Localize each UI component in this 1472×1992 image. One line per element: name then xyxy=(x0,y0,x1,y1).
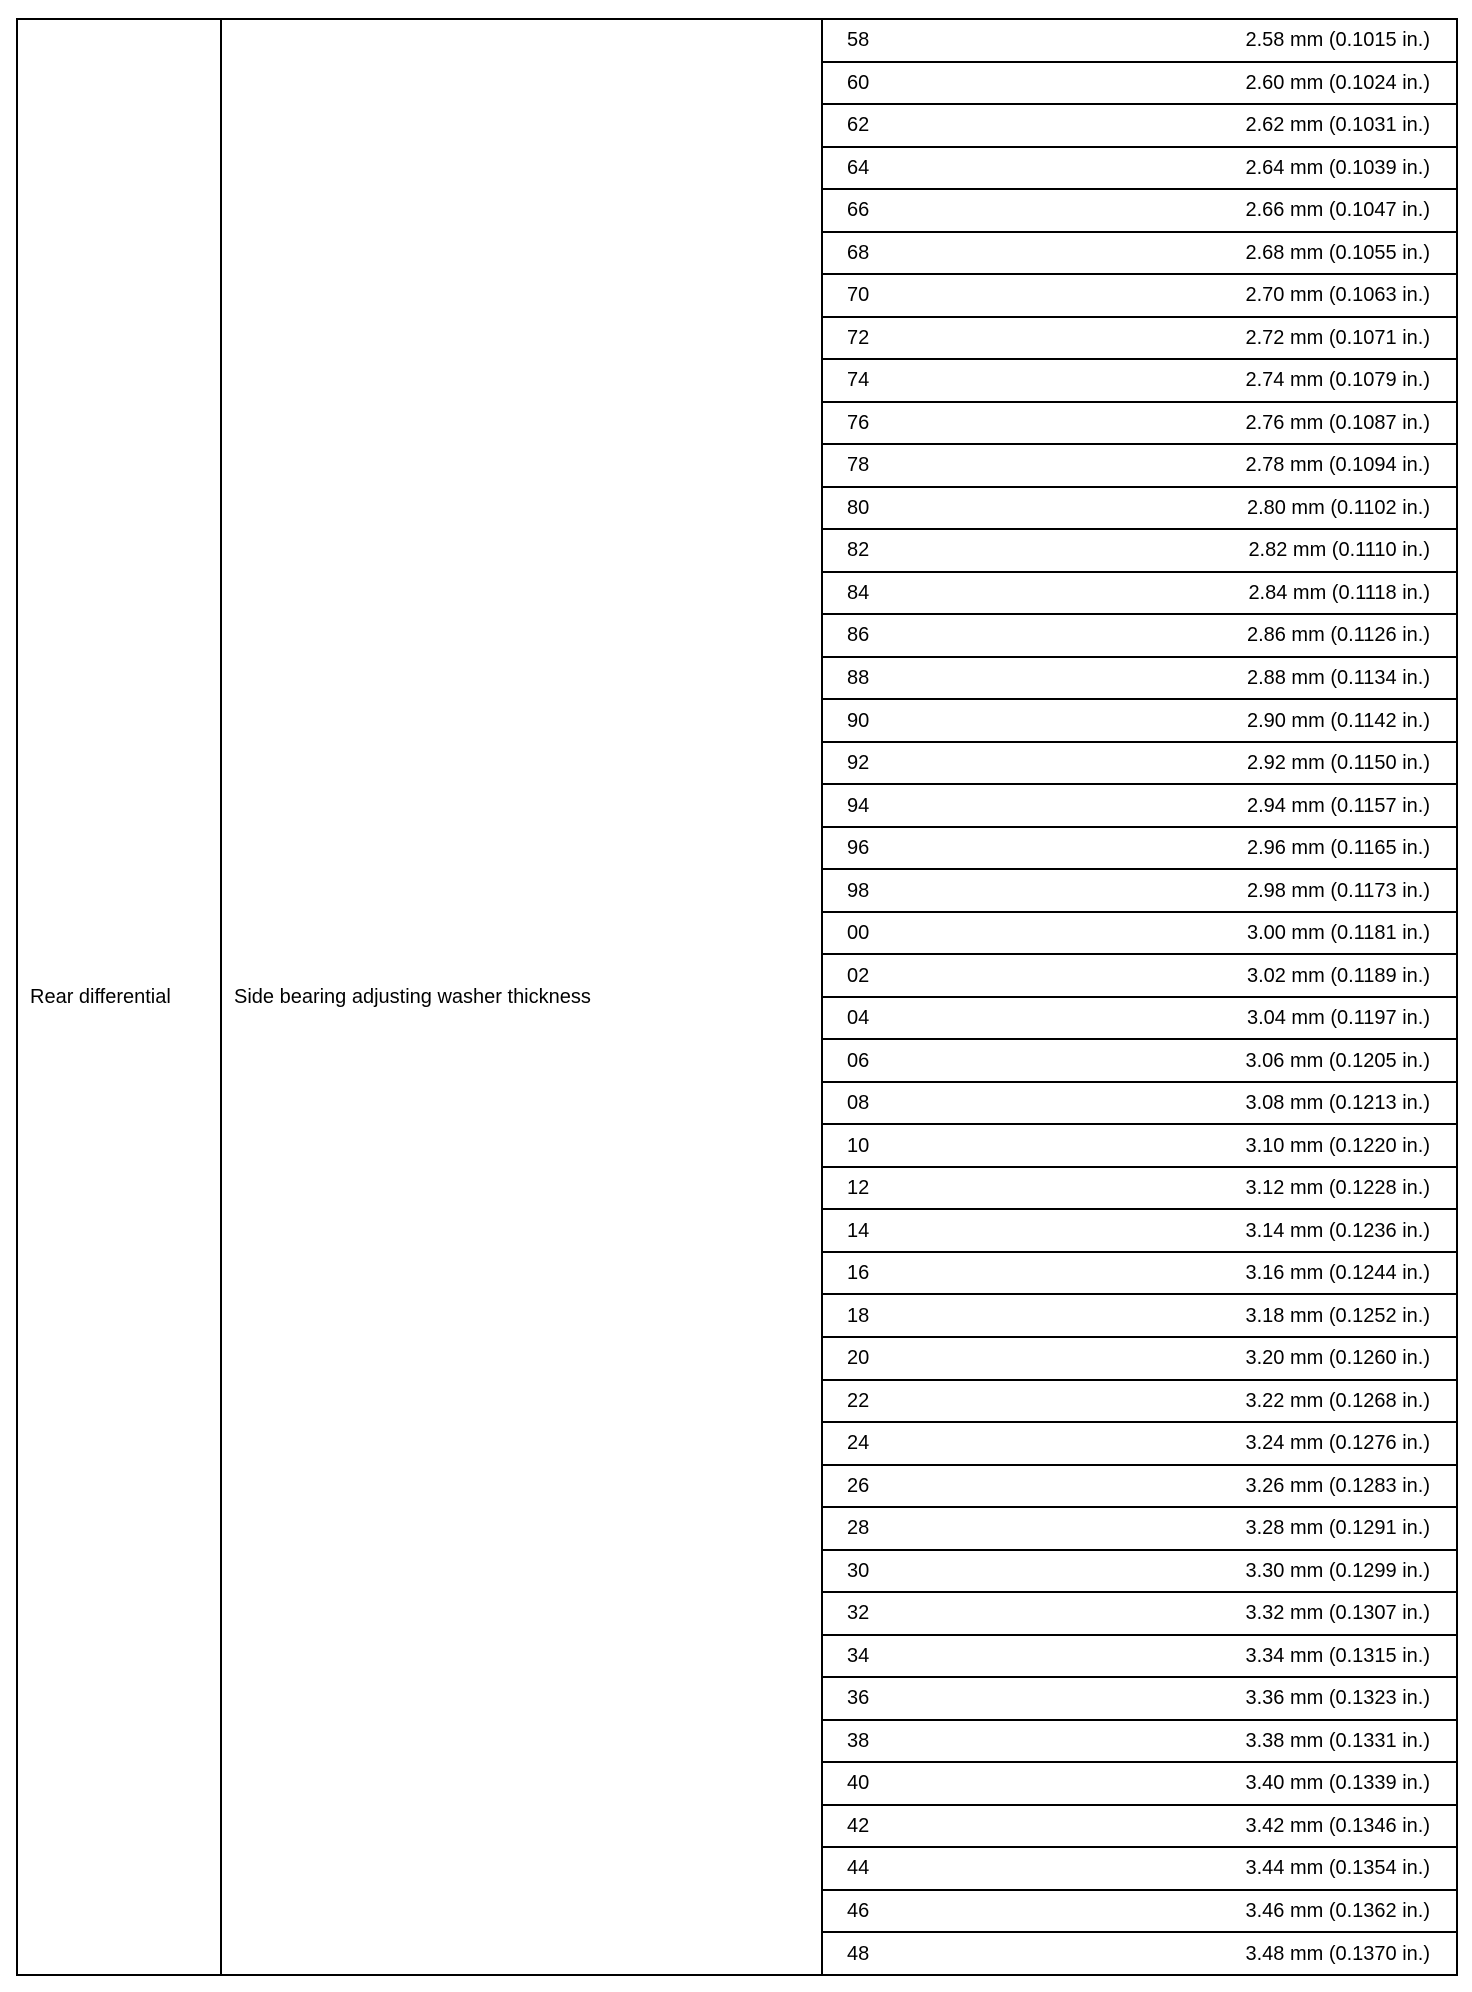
washer-thickness: 2.78 mm (0.1094 in.) xyxy=(1245,454,1430,477)
washer-code: 08 xyxy=(847,1092,870,1115)
washer-thickness: 3.46 mm (0.1362 in.) xyxy=(1245,1899,1430,1922)
washer-thickness: 2.82 mm (0.1110 in.) xyxy=(1248,539,1430,562)
washer-value-cell xyxy=(822,869,1457,912)
washer-code: 90 xyxy=(847,709,870,732)
washer-value-cell xyxy=(822,19,1457,62)
washer-code: 36 xyxy=(847,1687,870,1710)
washer-thickness: 3.34 mm (0.1315 in.) xyxy=(1245,1644,1430,1667)
washer-thickness: 2.80 mm (0.1102 in.) xyxy=(1246,496,1430,519)
washer-code: 06 xyxy=(847,1049,870,1072)
washer-code: 18 xyxy=(847,1304,870,1327)
washer-value-cell xyxy=(822,1294,1457,1337)
washer-value-cell xyxy=(822,274,1457,317)
washer-value-cell xyxy=(822,1422,1457,1465)
washer-code: 78 xyxy=(847,454,870,477)
washer-code: 20 xyxy=(847,1347,870,1370)
washer-code: 84 xyxy=(847,581,870,604)
washer-code: 58 xyxy=(847,29,870,52)
washer-thickness: 2.94 mm (0.1157 in.) xyxy=(1246,794,1430,817)
washer-value-cell xyxy=(822,742,1457,785)
washer-code: 16 xyxy=(847,1262,870,1285)
washer-value-cell xyxy=(822,487,1457,530)
washer-thickness: 3.44 mm (0.1354 in.) xyxy=(1245,1857,1430,1880)
washer-value-cell xyxy=(822,614,1457,657)
washer-thickness: 3.36 mm (0.1323 in.) xyxy=(1245,1687,1430,1710)
washer-code: 98 xyxy=(847,879,870,902)
washer-code: 80 xyxy=(847,496,870,519)
table-body xyxy=(17,19,1457,1975)
washer-value-cell xyxy=(822,1507,1457,1550)
washer-thickness: 2.66 mm (0.1047 in.) xyxy=(1245,199,1430,222)
washer-code: 88 xyxy=(847,666,870,689)
washer-code: 22 xyxy=(847,1389,870,1412)
washer-value-cell xyxy=(822,1592,1457,1635)
washer-value-cell xyxy=(822,1847,1457,1890)
washer-value-cell xyxy=(822,444,1457,487)
washer-thickness: 3.24 mm (0.1276 in.) xyxy=(1245,1432,1430,1455)
washer-value-cell xyxy=(822,1337,1457,1380)
washer-code: 92 xyxy=(847,752,870,775)
washer-thickness: 2.64 mm (0.1039 in.) xyxy=(1245,156,1430,179)
washer-code: 72 xyxy=(847,326,870,349)
washer-code: 12 xyxy=(847,1177,870,1200)
washer-code: 60 xyxy=(847,71,870,94)
washer-thickness: 2.58 mm (0.1015 in.) xyxy=(1245,29,1430,52)
washer-value-cell xyxy=(822,232,1457,275)
washer-value-cell xyxy=(822,1720,1457,1763)
washer-code: 38 xyxy=(847,1729,870,1752)
washer-value-cell xyxy=(822,317,1457,360)
washer-value-cell xyxy=(822,1762,1457,1805)
washer-value-cell xyxy=(822,954,1457,997)
washer-value-cell xyxy=(822,1465,1457,1508)
washer-thickness: 2.86 mm (0.1126 in.) xyxy=(1246,624,1430,647)
washer-value-cell xyxy=(822,147,1457,190)
washer-thickness: 2.98 mm (0.1173 in.) xyxy=(1246,879,1430,902)
washer-thickness: 3.02 mm (0.1189 in.) xyxy=(1246,964,1430,987)
washer-code: 82 xyxy=(847,539,870,562)
washer-thickness: 3.12 mm (0.1228 in.) xyxy=(1245,1177,1430,1200)
washer-thickness: 2.96 mm (0.1165 in.) xyxy=(1246,837,1430,860)
washer-value-cell xyxy=(822,572,1457,615)
washer-value-cell xyxy=(822,529,1457,572)
washer-code: 24 xyxy=(847,1432,870,1455)
washer-code: 86 xyxy=(847,624,870,647)
washer-value-cell xyxy=(822,62,1457,105)
washer-value-cell xyxy=(822,1252,1457,1295)
washer-code: 64 xyxy=(847,156,870,179)
washer-thickness: 3.38 mm (0.1331 in.) xyxy=(1245,1729,1430,1752)
washer-value-cell xyxy=(822,1039,1457,1082)
washer-thickness: 3.14 mm (0.1236 in.) xyxy=(1245,1219,1430,1242)
washer-thickness: 3.10 mm (0.1220 in.) xyxy=(1245,1134,1430,1157)
washer-thickness-table xyxy=(16,18,1458,1976)
washer-value-cell xyxy=(822,1167,1457,1210)
washer-thickness: 2.90 mm (0.1142 in.) xyxy=(1246,709,1430,732)
washer-value-cell xyxy=(822,1550,1457,1593)
washer-code: 40 xyxy=(847,1772,870,1795)
washer-code: 46 xyxy=(847,1899,870,1922)
washer-code: 42 xyxy=(847,1814,870,1837)
washer-code: 94 xyxy=(847,794,870,817)
washer-thickness: 3.16 mm (0.1244 in.) xyxy=(1245,1262,1430,1285)
washer-thickness: 3.00 mm (0.1181 in.) xyxy=(1246,922,1430,945)
washer-value-cell xyxy=(822,189,1457,232)
washer-value-cell xyxy=(822,1380,1457,1423)
washer-code: 62 xyxy=(847,114,870,137)
washer-thickness: 2.62 mm (0.1031 in.) xyxy=(1245,114,1430,137)
washer-value-cell xyxy=(822,827,1457,870)
washer-code: 96 xyxy=(847,837,870,860)
washer-code: 70 xyxy=(847,284,870,307)
washer-thickness: 3.30 mm (0.1299 in.) xyxy=(1245,1559,1430,1582)
washer-thickness: 3.28 mm (0.1291 in.) xyxy=(1245,1517,1430,1540)
washer-value-cell xyxy=(822,104,1457,147)
washer-value-cell xyxy=(822,997,1457,1040)
washer-thickness: 2.84 mm (0.1118 in.) xyxy=(1248,581,1430,604)
washer-code: 32 xyxy=(847,1602,870,1625)
washer-value-cell xyxy=(822,912,1457,955)
washer-code: 26 xyxy=(847,1474,870,1497)
washer-thickness: 2.68 mm (0.1055 in.) xyxy=(1245,241,1430,264)
washer-code: 02 xyxy=(847,964,870,987)
washer-thickness: 2.92 mm (0.1150 in.) xyxy=(1246,752,1430,775)
washer-code: 68 xyxy=(847,241,870,264)
washer-code: 30 xyxy=(847,1559,870,1582)
washer-code: 34 xyxy=(847,1644,870,1667)
washer-code: 44 xyxy=(847,1857,870,1880)
washer-value-cell xyxy=(822,784,1457,827)
washer-thickness: 3.40 mm (0.1339 in.) xyxy=(1245,1772,1430,1795)
washer-thickness: 3.22 mm (0.1268 in.) xyxy=(1245,1389,1430,1412)
washer-thickness: 3.08 mm (0.1213 in.) xyxy=(1245,1092,1430,1115)
washer-code: 66 xyxy=(847,199,870,222)
component-cell: Rear differential xyxy=(17,19,221,1975)
washer-thickness: 3.20 mm (0.1260 in.) xyxy=(1245,1347,1430,1370)
washer-code: 28 xyxy=(847,1517,870,1540)
washer-value-cell xyxy=(822,1677,1457,1720)
washer-code: 10 xyxy=(847,1134,870,1157)
washer-thickness: 2.72 mm (0.1071 in.) xyxy=(1245,326,1430,349)
washer-value-cell xyxy=(822,1082,1457,1125)
washer-thickness: 2.88 mm (0.1134 in.) xyxy=(1246,666,1430,689)
washer-code: 74 xyxy=(847,369,870,392)
table-row xyxy=(17,19,1457,62)
washer-thickness: 3.48 mm (0.1370 in.) xyxy=(1245,1942,1430,1965)
washer-thickness: 3.06 mm (0.1205 in.) xyxy=(1245,1049,1430,1072)
washer-value-cell xyxy=(822,1932,1457,1975)
item-cell: Side bearing adjusting washer thickness xyxy=(221,19,822,1975)
washer-value-cell xyxy=(822,402,1457,445)
washer-code: 00 xyxy=(847,922,870,945)
washer-code: 48 xyxy=(847,1942,870,1965)
washer-thickness: 2.76 mm (0.1087 in.) xyxy=(1245,411,1430,434)
washer-thickness: 2.74 mm (0.1079 in.) xyxy=(1245,369,1430,392)
washer-thickness: 3.26 mm (0.1283 in.) xyxy=(1245,1474,1430,1497)
washer-value-cell xyxy=(822,1890,1457,1933)
washer-thickness: 3.18 mm (0.1252 in.) xyxy=(1245,1304,1430,1327)
washer-value-cell xyxy=(822,1124,1457,1167)
washer-value-cell xyxy=(822,359,1457,402)
washer-code: 76 xyxy=(847,411,870,434)
washer-thickness: 3.04 mm (0.1197 in.) xyxy=(1246,1007,1430,1030)
washer-value-cell xyxy=(822,657,1457,700)
washer-thickness: 2.70 mm (0.1063 in.) xyxy=(1245,284,1430,307)
washer-value-cell xyxy=(822,1805,1457,1848)
washer-thickness: 2.60 mm (0.1024 in.) xyxy=(1245,71,1430,94)
washer-thickness: 3.42 mm (0.1346 in.) xyxy=(1245,1814,1430,1837)
washer-value-cell xyxy=(822,1209,1457,1252)
washer-thickness: 3.32 mm (0.1307 in.) xyxy=(1245,1602,1430,1625)
washer-code: 04 xyxy=(847,1007,870,1030)
washer-code: 14 xyxy=(847,1219,870,1242)
washer-value-cell xyxy=(822,1635,1457,1678)
washer-value-cell xyxy=(822,699,1457,742)
